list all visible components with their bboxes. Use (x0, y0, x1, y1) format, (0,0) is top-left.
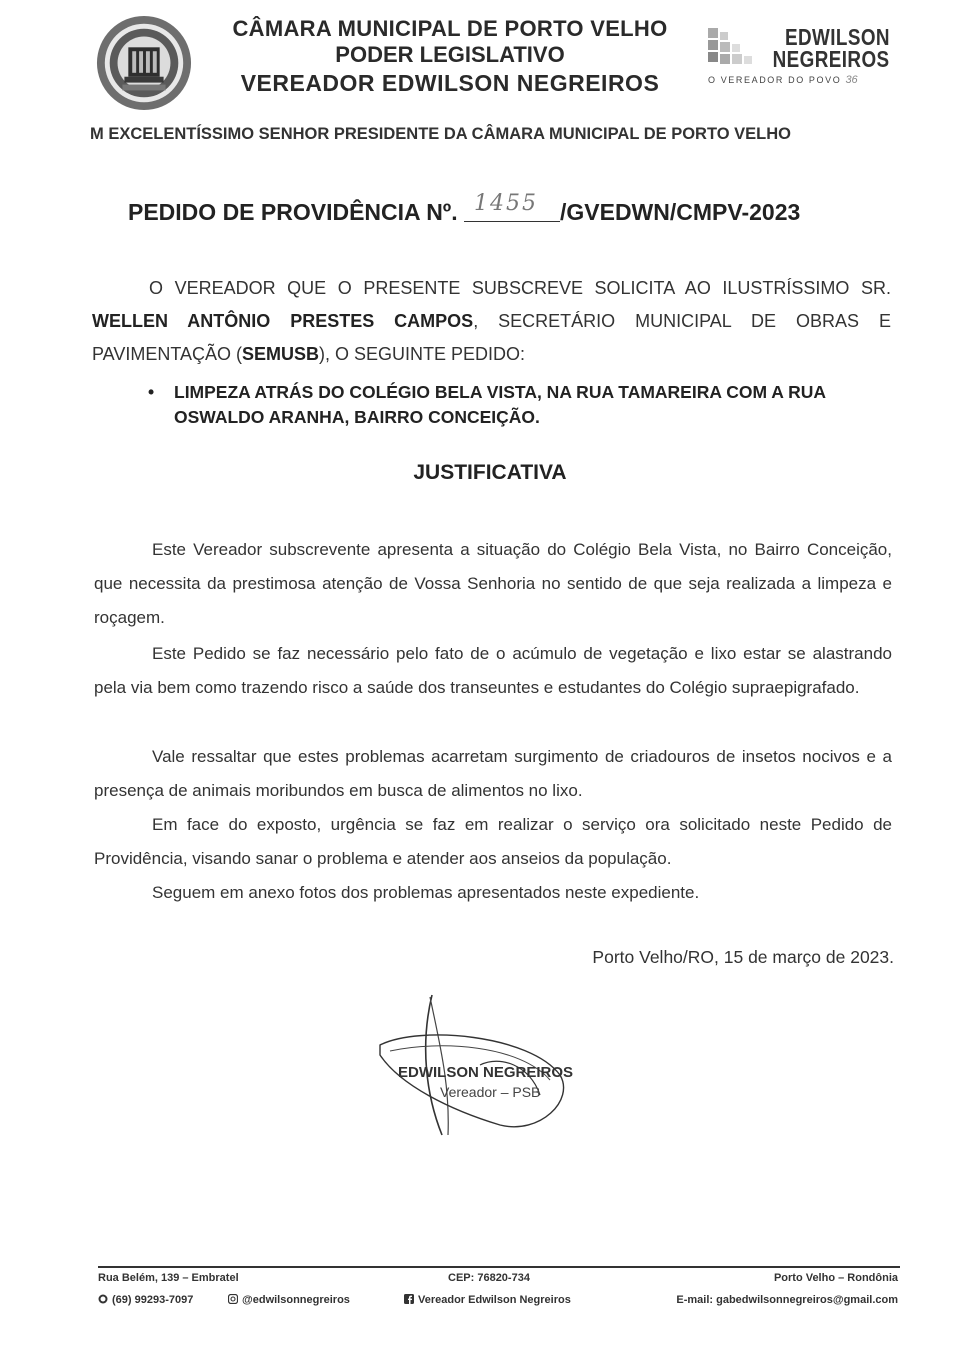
facebook-icon (404, 1294, 414, 1304)
footer-address: Rua Belém, 139 – Embratel (98, 1272, 239, 1284)
justification-paragraph: Este Pedido se faz necessário pelo fato de o acúmulo de vegetação e lixo estar se alastrando pela via bem como trazendo risco a saúde dos transeuntes e estudantes do Colégio supraepigrafado. (94, 644, 892, 697)
footer-phone: (69) 99293-7097 (98, 1294, 193, 1306)
justification-paragraph: Vale ressaltar que estes problemas acarretam surgimento de criadouros de insetos nocivos e a presença de animais moribundos em busca de alimentos no lixo. (94, 747, 892, 800)
footer-city: Porto Velho – Rondônia (773, 1272, 898, 1284)
footer-email: E-mail: gabedwilsonnegreiros@gmail.com (676, 1294, 898, 1306)
logo-name-first: EDWILSON (785, 24, 890, 50)
grid-logo-icon (708, 28, 752, 72)
intro-paragraph: O VEREADOR QUE O PRESENTE SUBSCREVE SOLICITA AO ILUSTRÍSSIMO SR. WELLEN ANTÔNIO PRESTES CAMPOS, SECRETÁRIO MUNICIPAL DE OBRAS E PAVIMENTAÇÃO (SEMUSB), O SEGUINTE PEDIDO: (92, 278, 891, 364)
document-title: PEDIDO DE PROVIDÊNCIA Nº. 1455 /GVEDWN/CMPV-2023 (128, 191, 801, 225)
request-number: 1455 (473, 191, 538, 216)
addressee-line: M EXCELENTÍSSIMO SENHOR PRESIDENTE DA CÂMARA MUNICIPAL DE PORTO VELHO (90, 125, 792, 143)
request-number-field (464, 191, 560, 222)
whatsapp-icon (98, 1294, 108, 1304)
logo-number: 36 (845, 74, 858, 86)
justification-paragraph: Este Vereador subscrevente apresenta a situação do Colégio Bela Vista, no Bairro Conceição, que necessita da prestimosa atenção de Vossa Senhoria no sentido de que seja realizada a limpeza e roçagem. (94, 540, 892, 627)
logo-name-last: NEGREIROS (773, 46, 890, 72)
request-item: • LIMPEZA ATRÁS DO COLÉGIO BELA VISTA, NA RUA TAMAREIRA COM A RUA OSWALDO ARANHA, BAIRRO CONCEIÇÃO. (148, 382, 826, 427)
footer-divider (98, 1266, 900, 1268)
logo-tagline: O VEREADOR DO POVO 36 (708, 74, 858, 86)
footer-facebook: Vereador Edwilson Negreiros (404, 1294, 571, 1306)
header-chamber: CÂMARA MUNICIPAL DE PORTO VELHO (232, 16, 668, 41)
header-councilor: VEREADOR EDWILSON NEGREIROS (240, 70, 660, 96)
instagram-icon (228, 1294, 238, 1304)
signatory-role: Vereador – PSB (440, 1084, 541, 1100)
footer-cep: CEP: 76820-734 (448, 1272, 530, 1284)
footer-instagram: @edwilsonnegreiros (228, 1294, 350, 1306)
header-branch: PODER LEGISLATIVO (335, 42, 565, 67)
justification-heading: JUSTIFICATIVA (413, 461, 567, 484)
camara-seal-icon (95, 14, 193, 112)
justification-paragraph: Seguem em anexo fotos dos problemas apresentados neste expediente. (152, 883, 700, 902)
signatory-name: EDWILSON NEGREIROS (398, 1064, 574, 1081)
date-line: Porto Velho/RO, 15 de março de 2023. (592, 947, 894, 967)
councilor-logo (706, 24, 896, 96)
justification-paragraph: Em face do exposto, urgência se faz em realizar o serviço ora solicitado neste Pedido de Providência, visando sanar o problema e atender aos anseios da população. (94, 815, 892, 868)
